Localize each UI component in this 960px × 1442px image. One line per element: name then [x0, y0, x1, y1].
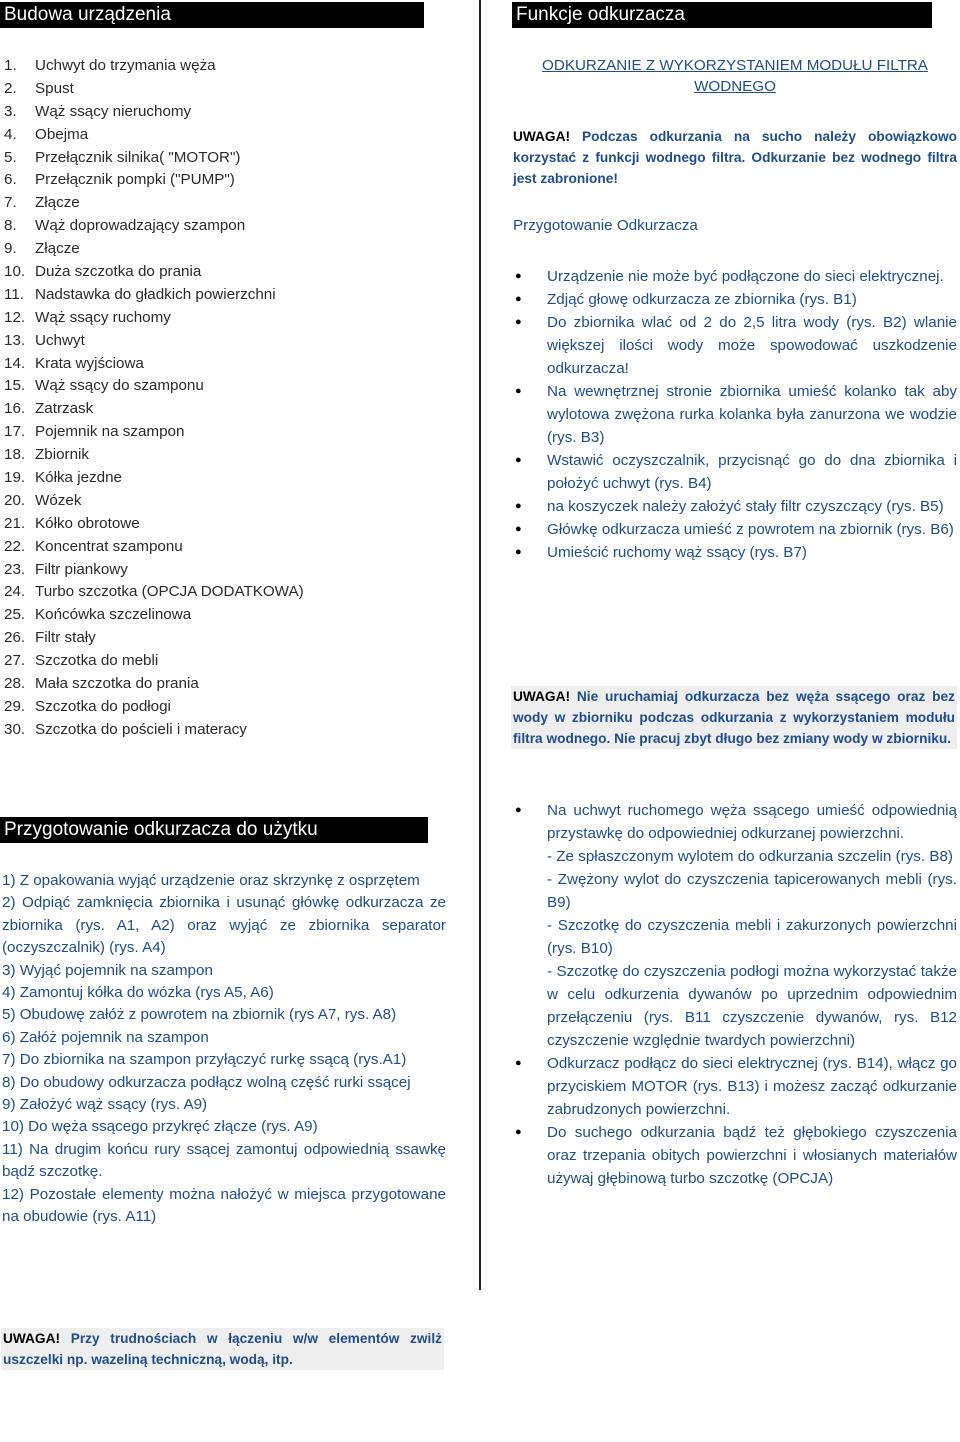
part-item — [4, 101, 304, 124]
usage-bullet-list — [513, 799, 957, 1190]
part-label: Wąż doprowadzający szampon — [35, 217, 246, 235]
part-item — [4, 398, 304, 421]
part-label: Złącze — [35, 240, 80, 258]
part-label: Pojemnik na szampon — [35, 423, 185, 441]
step-item: 3) Wyjąć pojemnik na szampon — [2, 961, 213, 979]
step-item: 6) Załóż pojemnik na szampon — [2, 1028, 209, 1046]
step-item: 9) Założyć wąż ssący (rys. A9) — [2, 1096, 208, 1114]
section-heading-budowa: Budowa urządzenia — [0, 2, 424, 28]
part-label: Szczotka do pościeli i materacy — [35, 720, 247, 738]
part-item — [4, 696, 304, 719]
part-item — [4, 330, 304, 353]
warning-label: UWAGA! — [513, 129, 571, 144]
part-label: Uchwyt — [35, 331, 85, 349]
water-filter-subtitle: ODKURZANIE Z WYKORZYSTANIEM MODUŁU FILTRA WODNEGO — [542, 57, 928, 95]
part-number: 2. — [4, 79, 17, 97]
part-label: Przełącznik silnika( "MOTOR") — [35, 148, 241, 166]
step-item: 4) Zamontuj kółka do wózka (rys A5, A6) — [2, 984, 274, 1002]
part-label: Duża szczotka do prania — [35, 263, 202, 281]
section-heading-przygotowanie: Przygotowanie odkurzacza do użytku — [0, 817, 428, 843]
prep-bullet — [513, 380, 957, 449]
part-label: Kółka jezdne — [35, 469, 122, 487]
bullet-icon: ● — [515, 293, 522, 305]
step-item: 11) Na drugim końcu rury ssącej zamontuj odpowiednią ssawkę bądź szczotkę. — [2, 1140, 446, 1181]
part-number: 8. — [4, 217, 17, 235]
prep-bullet-list — [513, 265, 957, 564]
warning-text: Podczas odkurzania na sucho należy obowiązkowo korzystać z funkcji wodnego filtra. Odkurzanie bez wodnego filtra jest zabronione! — [513, 129, 957, 186]
part-item — [4, 536, 304, 559]
part-number: 7. — [4, 194, 17, 212]
section-heading-funkcje: Funkcje odkurzacza — [512, 2, 932, 28]
part-number: 5. — [4, 148, 17, 166]
bullet-text: Odkurzacz podłącz do sieci elektrycznej (rys. B14), włącz go przyciskiem MOTOR (rys. B13) i możesz zacząć odkurzanie zabrudzonych powierzchni. — [547, 1055, 957, 1118]
part-item — [4, 581, 304, 604]
part-item — [4, 261, 304, 284]
prep-bullet — [513, 518, 957, 541]
bullet-icon: ● — [515, 1126, 522, 1138]
bullet-text: Główkę odkurzacza umieść z powrotem na zbiornik (rys. B6) — [547, 521, 954, 538]
part-item — [4, 238, 304, 261]
part-label: Końcówka szczelinowa — [35, 606, 192, 624]
preparation-steps — [2, 870, 446, 1229]
warning-text: Nie uruchamiaj odkurzacza bez węża ssącego oraz bez wody w zbiorniku podczas odkurzania z wykorzystaniem modułu filtra wodnego. Nie pracuj zbyt długo bez zmiany wody w zbiorniku. — [513, 689, 955, 746]
bullet-text: Do zbiornika wlać od 2 do 2,5 litra wody (rys. B2) wlanie większej ilości wody może spowodować uszkodzenie odkurzacza! — [547, 314, 957, 377]
prep-bullet — [513, 311, 957, 380]
part-label: Nadstawka do gładkich powierzchni — [35, 285, 276, 303]
part-number: 30. — [4, 720, 26, 738]
part-label: Mała szczotka do prania — [35, 675, 199, 693]
part-item — [4, 559, 304, 582]
part-number: 13. — [4, 331, 26, 349]
bullet-icon: ● — [515, 523, 522, 535]
prep-bullet — [513, 288, 957, 311]
part-label: Wąż ssący ruchomy — [35, 308, 171, 326]
part-label: Kółko obrotowe — [35, 514, 140, 532]
part-number: 28. — [4, 675, 26, 693]
part-item — [4, 467, 304, 490]
part-number: 12. — [4, 308, 26, 326]
part-number: 23. — [4, 560, 26, 578]
bullet-text: Zdjąć głowę odkurzacza ze zbiornika (rys. B1) — [547, 291, 857, 308]
part-number: 9. — [4, 240, 17, 258]
part-item — [4, 375, 304, 398]
part-number: 21. — [4, 514, 26, 532]
part-number: 27. — [4, 652, 26, 670]
bullet-icon: ● — [515, 316, 522, 328]
part-number: 17. — [4, 423, 26, 441]
part-number: 25. — [4, 606, 26, 624]
prep-subheading: Przygotowanie Odkurzacza — [513, 217, 698, 234]
part-item — [4, 124, 304, 147]
part-label: Wózek — [35, 491, 82, 509]
part-number: 1. — [4, 57, 17, 74]
usage-bullet — [513, 1052, 957, 1121]
part-item — [4, 284, 304, 307]
part-number: 10. — [4, 263, 26, 281]
part-number: 4. — [4, 125, 17, 143]
prep-bullet — [513, 265, 957, 288]
part-label: Szczotka do podłogi — [35, 697, 171, 715]
bullet-subitem: - Ze spłaszczonym wylotem do odkurzania szczelin (rys. B8) — [547, 848, 953, 865]
part-number: 20. — [4, 491, 26, 509]
part-number: 16. — [4, 400, 26, 418]
part-item — [4, 650, 304, 673]
bullet-subitem: - Szczotkę do czyszczenia mebli i zakurzonych powierzchni (rys. B10) — [547, 917, 957, 957]
step-item: 7) Do zbiornika na szampon przyłączyć rurkę ssącą (rys.A1) — [2, 1051, 407, 1069]
bullet-text: Wstawić oczyszczalnik, przycisnąć go do dna zbiornika i położyć uchwyt (rys. B4) — [547, 452, 957, 492]
part-label: Krata wyjściowa — [35, 354, 144, 372]
part-item — [4, 719, 304, 742]
part-item — [4, 147, 304, 170]
part-label: Obejma — [35, 125, 89, 143]
step-item: 1) Z opakowania wyjąć urządzenie oraz skrzynkę z osprzętem — [2, 872, 420, 889]
part-label: Koncentrat szamponu — [35, 537, 183, 555]
part-number: 19. — [4, 469, 26, 487]
bullet-subitem: - Zwężony wylot do czyszczenia tapicerowanych mebli (rys. B9) — [547, 871, 957, 911]
part-number: 18. — [4, 446, 26, 464]
part-number: 3. — [4, 102, 17, 120]
bullet-subitem: - Szczotkę do czyszczenia podłogi można wykorzystać także w celu odkurzenia dywanów po uprzednim odpowiednim przełączeniu (rys. B11 czyszczenie dywanów, rys. B12 czyszczenie względnie twardych powierzchni) — [547, 963, 957, 1049]
warning-text: Przy trudnościach w łączeniu w/w elementów zwilż uszczelki np. wazeliną techniczną, wodą, itp. — [3, 1331, 442, 1367]
part-number: 14. — [4, 354, 26, 372]
part-item — [4, 55, 304, 78]
bullet-text: Na uchwyt ruchomego węża ssącego umieść odpowiednią przystawkę do odpowiedniej odkurzanej powierzchni. — [547, 802, 957, 842]
part-item — [4, 604, 304, 627]
bullet-text: Urządzenie nie może być podłączone do sieci elektrycznej. — [547, 268, 944, 285]
part-item — [4, 78, 304, 101]
step-item: 8) Do obudowy odkurzacza podłącz wolną część rurki ssącej — [2, 1073, 411, 1091]
part-item — [4, 215, 304, 238]
part-item — [4, 513, 304, 536]
part-number: 15. — [4, 377, 26, 395]
part-label: Szczotka do mebli — [35, 652, 159, 670]
bottom-warning — [1, 1328, 444, 1370]
bullet-icon: ● — [515, 804, 522, 816]
usage-bullet — [513, 1121, 957, 1190]
part-item — [4, 353, 304, 376]
part-label: Spust — [35, 79, 74, 97]
part-label: Uchwyt do trzymania węża — [35, 57, 216, 74]
part-item — [4, 444, 304, 467]
part-item — [4, 627, 304, 650]
bullet-text: na koszyczek należy założyć stały filtr czyszczący (rys. B5) — [547, 498, 944, 515]
bullet-text: Umieścić ruchomy wąż ssący (rys. B7) — [547, 544, 807, 561]
step-item: 10) Do węża ssącego przykręć złącze (rys. A9) — [2, 1118, 318, 1136]
prep-bullet — [513, 495, 957, 518]
part-item — [4, 307, 304, 330]
bullet-text: Na wewnętrznej stronie zbiornika umieść kolanko tak aby wylotowa zwężona rurka kolanka była zanurzona we wodzie (rys. B3) — [547, 383, 957, 446]
water-module-warning — [511, 686, 957, 749]
part-label: Wąż ssący do szamponu — [35, 377, 204, 395]
part-label: Zbiornik — [35, 446, 90, 464]
part-number: 29. — [4, 697, 26, 715]
bullet-icon: ● — [515, 270, 522, 282]
part-label: Filtr stały — [35, 629, 96, 647]
part-label: Turbo szczotka (OPCJA DODATKOWA) — [35, 583, 304, 601]
step-item: 5) Obudowę załóż z powrotem na zbiornik (rys A7, rys. A8) — [2, 1006, 397, 1024]
warning-label: UWAGA! — [3, 1331, 61, 1346]
part-label: Złącze — [35, 194, 80, 212]
part-item — [4, 192, 304, 215]
column-divider — [479, 0, 481, 1290]
step-item: 2) Odpiąć zamknięcia zbiornika i usunąć główkę odkurzacza ze zbiornika (rys. A1, A2) oraz wyjąć ze zbiornika separator (oczyszczalnik) (rys. A4) — [2, 894, 446, 957]
part-label: Wąż ssący nieruchomy — [35, 102, 192, 120]
part-label: Przełącznik pompki ("PUMP") — [35, 171, 235, 189]
prep-bullet — [513, 541, 957, 564]
part-item — [4, 421, 304, 444]
dry-vacuum-warning — [513, 126, 957, 189]
part-number: 24. — [4, 583, 26, 601]
warning-label: UWAGA! — [513, 689, 571, 704]
part-item — [4, 490, 304, 513]
usage-bullet — [513, 799, 957, 1052]
part-number: 26. — [4, 629, 26, 647]
bullet-icon: ● — [515, 1057, 522, 1069]
bullet-text: Do suchego odkurzania bądź też głębokiego czyszczenia oraz trzepania obitych powierzchni i włosianych materiałów używaj głębinową turbo szczotkę (OPCJA) — [547, 1124, 957, 1187]
prep-bullet — [513, 449, 957, 495]
part-number: 6. — [4, 171, 17, 189]
part-label: Filtr piankowy — [35, 560, 128, 578]
bullet-icon: ● — [515, 500, 522, 512]
parts-list — [4, 55, 304, 742]
bullet-icon: ● — [515, 546, 522, 558]
step-item: 12) Pozostałe elementy można nałożyć w miejsca przygotowane na obudowie (rys. A11) — [2, 1185, 446, 1226]
part-item — [4, 673, 304, 696]
bullet-icon: ● — [515, 385, 522, 397]
part-item — [4, 169, 304, 192]
part-number: 11. — [4, 285, 24, 303]
part-label: Zatrzask — [35, 400, 94, 418]
bullet-icon: ● — [515, 454, 522, 466]
part-number: 22. — [4, 537, 26, 555]
